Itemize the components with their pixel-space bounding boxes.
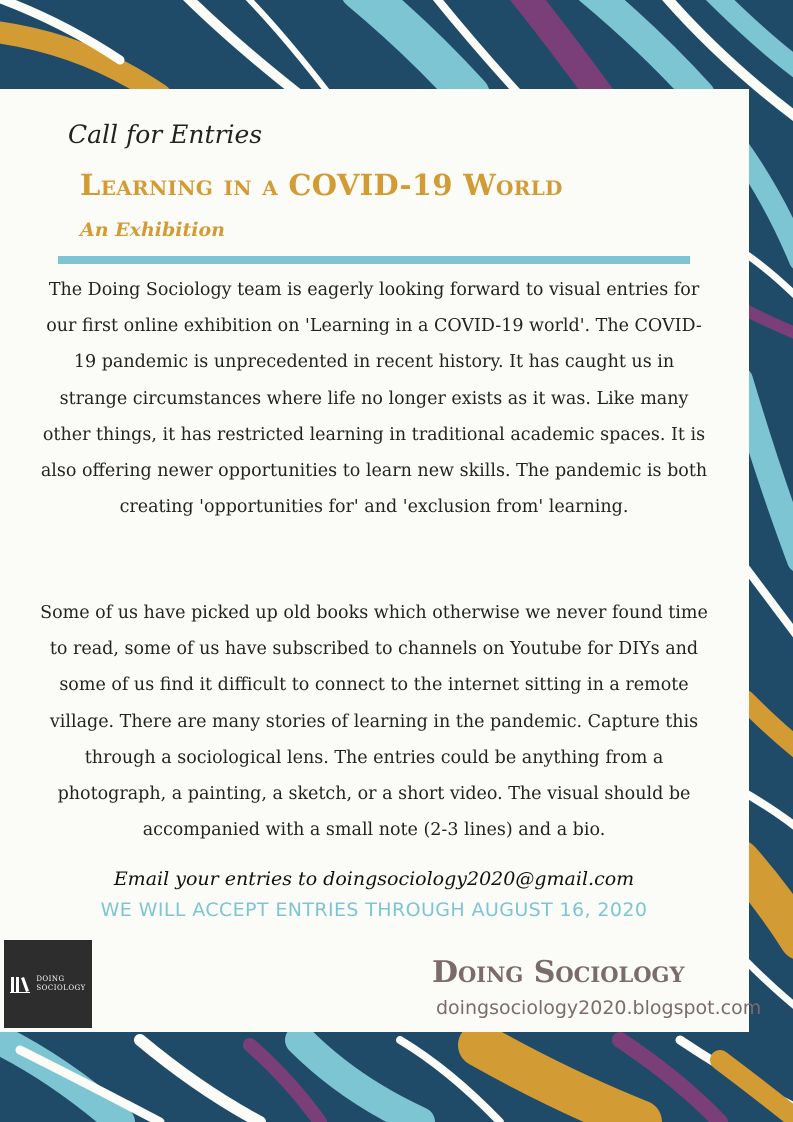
brand-url: doingsociology2020.blogspot.com (436, 997, 762, 1019)
details-paragraph: Some of us have picked up old books which otherwise we never found time to read, some of us have subscribed to channels on Youtube for DIYs and some of us find it difficult to connect to the internet sitting in a remote village. There are many stories of learning in the pandemic. Capture this through a sociological lens. The entries could be anything from a photograph, a painting, a sketch, or a short video. The visual should be accompanied with a small note (2-3 lines) and a bio. (40, 603, 708, 841)
exhibition-title: Learning in a COVID-19 World (80, 168, 563, 202)
deadline-notice: WE WILL ACCEPT ENTRIES THROUGH AUGUST 16, 2020 (100, 899, 648, 921)
logo-line-2: SOCIOLOGY (36, 984, 86, 992)
doing-sociology-logo (4, 940, 92, 1028)
exhibition-subtitle: An Exhibition (80, 219, 225, 241)
call-for-entries-kicker: Call for Entries (68, 120, 263, 149)
email-instructions: Email your entries to doingsociology2020@gmail.com (113, 868, 635, 890)
logo-line-1: DOING (36, 975, 65, 983)
logo-wordmark (36, 975, 85, 993)
books-icon (10, 975, 30, 993)
title-divider (58, 256, 690, 264)
brand-name: Doing Sociology (432, 955, 685, 990)
intro-paragraph: The Doing Sociology team is eagerly looking forward to visual entries for our first online exhibition on 'Learning in a COVID-19 world'. The COVID-19 pandemic is unprecedented in recent history. It has caught us in strange circumstances where life no longer exists as it was. Like many other things, it has restricted learning in traditional academic spaces. It is also offering newer opportunities to learn new skills. The pandemic is both creating 'opportunities for' and 'exclusion from' learning. (40, 280, 708, 518)
